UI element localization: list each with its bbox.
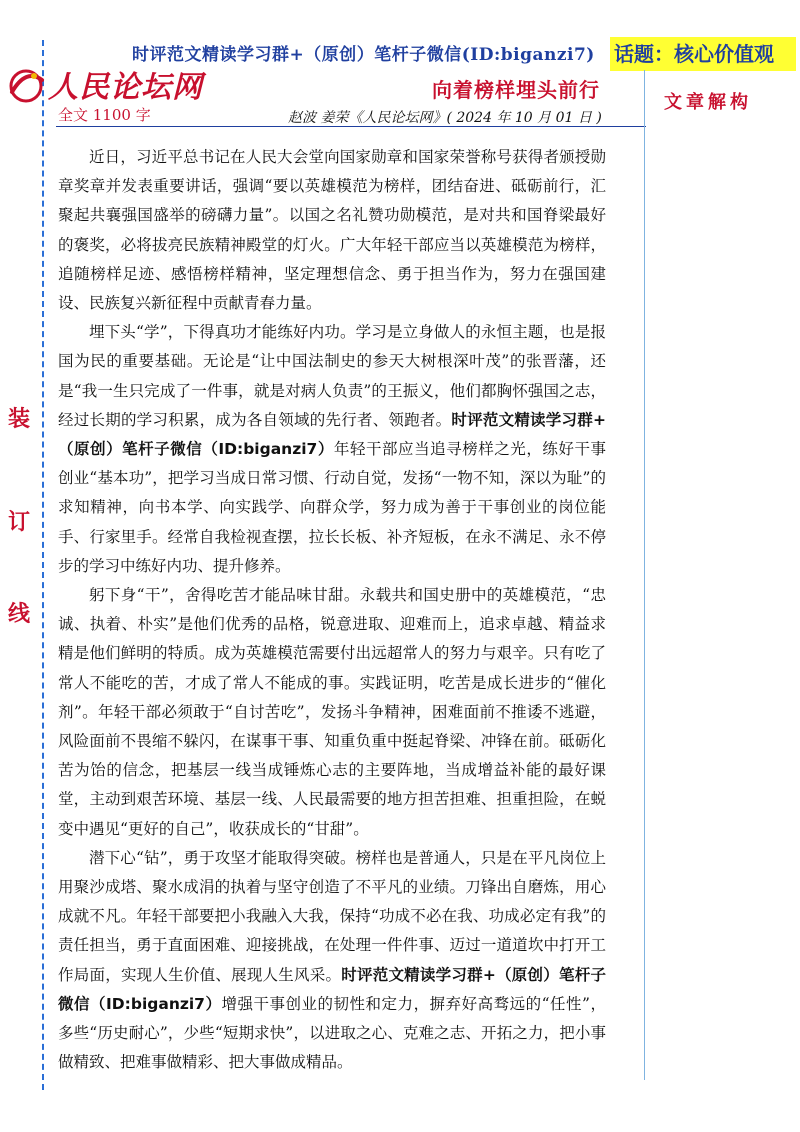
logo-text: 人民论坛网 bbox=[48, 70, 203, 105]
promo-highlight: 时评范文精读学习群+（原创）笔杆子微信（ID:biganzi7） bbox=[58, 965, 606, 1013]
topic-badge: 话题：核心价值观 bbox=[610, 37, 796, 71]
promo-highlight: 时评范文精读学习群+（原创）笔杆子微信（ID:biganzi7） bbox=[58, 410, 606, 459]
binding-mark: 装 bbox=[8, 406, 31, 432]
binding-mark: 订 bbox=[8, 509, 31, 535]
word-count: 全文 1100 字 bbox=[58, 106, 151, 124]
byline: 赵波 姜荣《人民论坛网》( 2024 年 10 月 01 日 ) bbox=[288, 110, 602, 126]
paragraph bbox=[58, 318, 606, 581]
logo-icon bbox=[4, 62, 48, 106]
column-rule bbox=[644, 70, 645, 1080]
paragraph bbox=[58, 844, 606, 1078]
paragraph-text: 潜下心“钻”，勇于攻坚才能取得突破。榜样也是普通人，只是在平凡岗位上用聚沙成塔、聚水成涓的执着与坚守创造了不平凡的业绩。刀锋出自磨炼，用心成就不凡。年轻干部要把小我融入大我，保持“功成不必在我、功成必定有我”的责任担当，勇于直面困难、迎接挑战，在处理一件件事、迈过一道道坎中打开工作局面，实现人生价值、展现人生风采。 bbox=[58, 848, 606, 984]
paragraph-text: 增强干事创业的韧性和定力，摒弃好高骛远的“任性”，多些“历史耐心”，少些“短期求快”，以进取之心、克难之志、开拓之力，把小事做精致、把难事做精彩、把大事做成精品。 bbox=[58, 994, 606, 1072]
banner-text: 时评范文精读学习群+（原创）笔杆子微信(ID:biganzi7) bbox=[132, 45, 595, 65]
paragraph: 躬下身“干”，舍得吃苦才能品味甘甜。永载共和国史册中的英雄模范，“忠诚、执着、朴实”是他们优秀的品格，锐意进取、迎难而上，追求卓越、精益求精是他们鲜明的特质。成为英雄模范需要付出远超常人的努力与艰辛。只有吃了常人不能吃的苦，才成了常人不能成的事。实践证明，吃苦是成长进步的“催化剂”。年轻干部必须敢于“自讨苦吃”，发扬斗争精神，困难面前不推诿不逃避，风险面前不畏缩不躲闪，在谋事干事、知重负重中挺起脊梁、冲锋在前。砥砺化苦为饴的信念，把基层一线当成锤炼心志的主要阵地，当成增益补能的最好课堂，主动到艰苦环境、基层一线、人民最需要的地方担苦担难、担重担险，在蜕变中遇见“更好的自己”，收获成长的“甘甜”。 bbox=[58, 586, 606, 838]
article-body bbox=[58, 143, 606, 1078]
binding-mark: 线 bbox=[8, 601, 31, 627]
binding-line bbox=[42, 40, 44, 1090]
logo bbox=[4, 62, 204, 106]
side-label: 文章解构 bbox=[664, 92, 752, 113]
paragraph: 近日，习近平总书记在人民大会堂向国家勋章和国家荣誉称号获得者颁授勋章奖章并发表重要讲话，强调“要以英雄模范为榜样，团结奋进、砥砺前行，汇聚起共襄强国盛举的磅礴力量”。以国之名礼赞功勋模范，是对共和国脊梁最好的褒奖，必将拔亮民族精神殿堂的灯火。广大年轻干部应当以英雄模范为榜样，追随榜样足迹、感悟榜样精神，坚定理想信念、勇于担当作为，努力在强国建设、民族复兴新征程中贡献青春力量。 bbox=[58, 148, 606, 313]
article-title: 向着榜样埋头前行 bbox=[432, 78, 600, 102]
paragraph-text: 年轻干部应当追寻榜样之光，练好干事创业“基本功”，把学习当成日常习惯、行动自觉，发扬“一物不知，深以为耻”的求知精神，向书本学、向实践学、向群众学，努力成为善于干事创业的岗位能手、行家里手。经常自我检视查摆，拉长长板、补齐短板，在永不满足、永不停步的学习中练好内功、提升修养。 bbox=[58, 440, 606, 575]
paragraph-text: 埋下头“学”，下得真功才能练好内功。学习是立身做人的永恒主题，也是报国为民的重要基础。无论是“让中国法制史的参天大树根深叶茂”的张晋藩，还是“我一生只完成了一件事，就是对病人负责”的王振义，他们都胸怀强国之志，经过长期的学习积累，成为各自领域的先行者、领跑者。 bbox=[58, 323, 606, 429]
header-rule bbox=[56, 126, 646, 127]
